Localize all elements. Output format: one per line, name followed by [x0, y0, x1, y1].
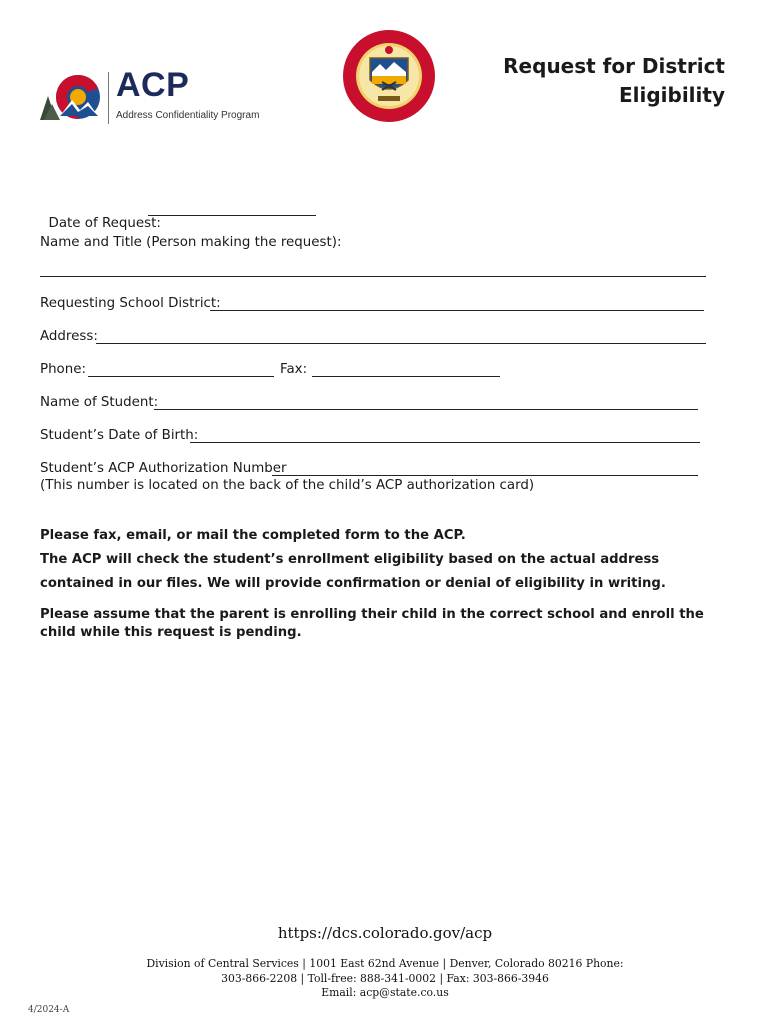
- revision-code: 4/2024-A: [28, 1005, 70, 1015]
- date-of-request-field: [40, 201, 161, 231]
- colorado-mountain-logo-icon: [38, 70, 104, 124]
- address-line[interactable]: [96, 343, 706, 344]
- title-line-1: Request for District: [503, 54, 725, 78]
- footer-website-link[interactable]: https://dcs.colorado.gov/acp: [277, 924, 493, 942]
- student-dob-label: Student’s Date of Birth:: [40, 428, 199, 443]
- phone-label: Phone:: [40, 362, 86, 377]
- date-of-request-line[interactable]: [148, 215, 316, 216]
- address-label: Address:: [40, 329, 98, 344]
- logo-divider: [108, 72, 109, 124]
- acp-logo-text: ACP: [116, 66, 190, 104]
- student-name-label: Name of Student:: [40, 395, 159, 410]
- instruction-enroll: Please assume that the parent is enrolling their child in the correct school and enroll the child while this request is pending.: [40, 607, 704, 640]
- student-dob-line[interactable]: [190, 442, 700, 443]
- footer-contact-info: [120, 957, 650, 1001]
- district-line[interactable]: [210, 310, 704, 311]
- auth-number-note: (This number is located on the back of the child’s ACP authorization card): [40, 478, 535, 493]
- auth-number-label: Student’s ACP Authorization Number: [40, 461, 287, 476]
- footer-phone-line: 303-866-2208 | Toll-free: 888-341-0002 | Fax: 303-866-3946: [221, 971, 549, 985]
- phone-line[interactable]: [88, 376, 274, 377]
- name-title-line[interactable]: [40, 276, 706, 277]
- title-line-2: Eligibility: [618, 83, 725, 107]
- district-label: Requesting School District:: [40, 296, 221, 311]
- instruction-submit: Please fax, email, or mail the completed form to the ACP.: [40, 528, 466, 543]
- fax-line[interactable]: [312, 376, 500, 377]
- fax-label: Fax:: [280, 362, 308, 377]
- date-of-request-label: Date of Request:: [48, 216, 161, 231]
- auth-number-line[interactable]: [272, 475, 698, 476]
- footer-address-line: Division of Central Services | 1001 East 62nd Avenue | Denver, Colorado 80216 Phone:: [146, 957, 624, 970]
- page-title: [503, 52, 725, 110]
- acp-logo-subtitle: Address Confidentiality Program: [116, 110, 260, 121]
- instruction-eligibility: The ACP will check the student’s enrollment eligibility based on the actual address contained in our files. We will provide confirmation or denial of eligibility in writing.: [40, 552, 666, 591]
- footer-email-line[interactable]: Email: acp@state.co.us: [321, 986, 449, 999]
- student-name-line[interactable]: [154, 409, 698, 410]
- name-title-label: Name and Title (Person making the request):: [40, 235, 342, 250]
- colorado-state-seal-icon: [342, 28, 436, 124]
